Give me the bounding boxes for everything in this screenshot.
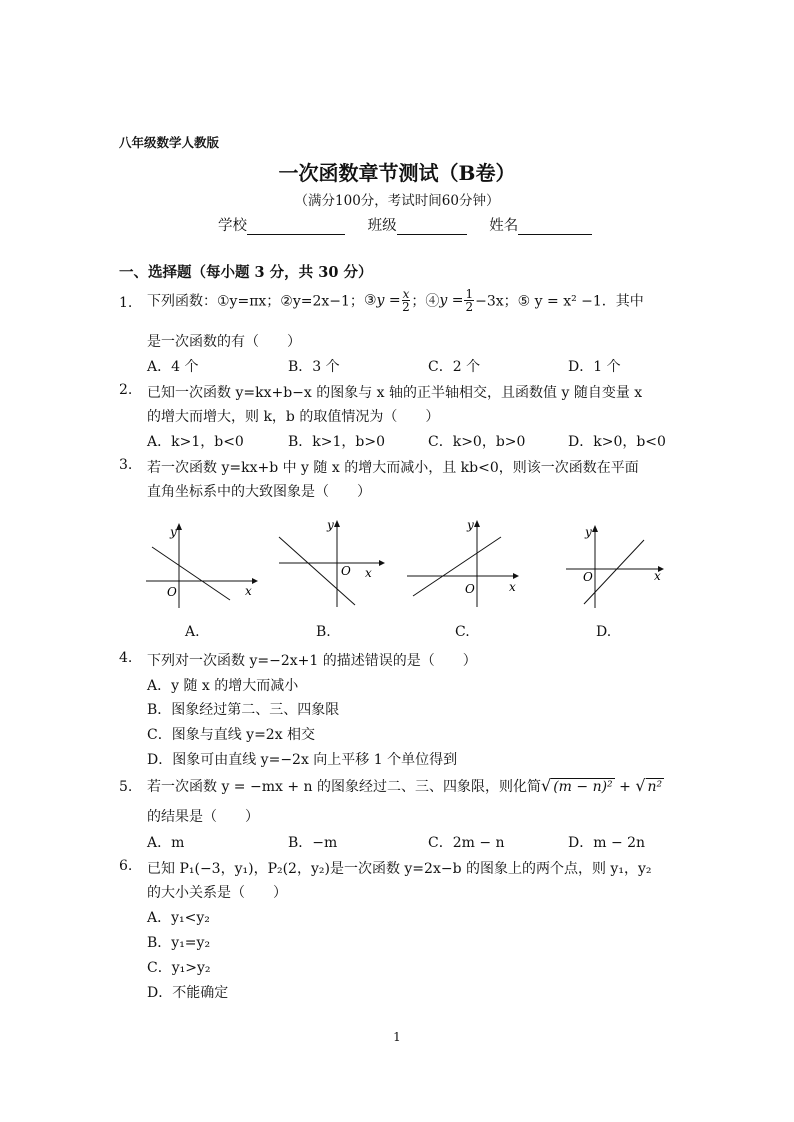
school-label: 学校 <box>218 218 247 234</box>
q1-item3-fraction <box>402 288 411 313</box>
q3-option-b[interactable]: B. <box>316 624 331 640</box>
q1-item4-denominator: 2 <box>465 300 474 314</box>
q3-line1: 若一次函数 y=kx+b 中 y 随 x 的增大而减小，且 kb<0，则该一次函数在平面 <box>147 460 639 476</box>
graph-d-origin: O <box>583 570 593 584</box>
q1-item3-numerator: x <box>402 287 410 301</box>
graph-d-y-label: y <box>585 525 592 539</box>
graph-a-y-label: y <box>170 525 177 539</box>
q6-option-b[interactable]: B．y₁=y₂ <box>147 935 211 951</box>
class-blank[interactable] <box>397 219 467 235</box>
q1-option-a[interactable]: A．4 个 <box>147 359 199 375</box>
q1-item3-denominator: 2 <box>402 300 410 314</box>
graph-b-x-arrow <box>379 560 385 566</box>
graph-b-y-arrow <box>334 520 340 527</box>
q1-item4-lhs: y = <box>439 292 464 309</box>
q6-option-a[interactable]: A．y₁<y₂ <box>147 910 210 926</box>
q5-option-d[interactable]: D．m − 2n <box>568 835 646 851</box>
school-blank[interactable] <box>247 219 345 235</box>
q3-option-d[interactable]: D. <box>596 624 612 640</box>
graph-a-line <box>152 547 230 600</box>
q1-intro: 下列函数： <box>147 293 217 310</box>
graph-c-x-arrow <box>513 573 519 579</box>
graph-b-origin: O <box>341 564 351 578</box>
q5-sqrt1: (m − n)² <box>553 779 613 795</box>
q5-sqrt1-radical: √ <box>541 776 552 795</box>
q1-item1: ①y=πx； <box>217 293 281 310</box>
q5-option-a[interactable]: A．m <box>147 835 185 851</box>
graph-a-origin: O <box>167 585 177 599</box>
q3-line2: 直角坐标系中的大致图象是（ ） <box>147 484 371 500</box>
graph-d-x-label: x <box>654 569 661 583</box>
q5-sqrt2-radical: √ <box>635 776 646 795</box>
q5-number: 5. <box>119 779 133 795</box>
q6-option-c[interactable]: C．y₁>y₂ <box>147 960 211 976</box>
q5-line2: 的结果是（ ） <box>147 809 259 825</box>
q3-number: 3. <box>119 457 133 473</box>
q5-plus: + <box>614 779 636 795</box>
q3-option-a[interactable]: A. <box>185 624 200 640</box>
name-label: 姓名 <box>489 218 519 234</box>
q1-item2: ②y=2x−1； <box>280 293 364 310</box>
graph-c-y-label: y <box>467 518 474 532</box>
graph-a-x-label: x <box>245 584 252 598</box>
q5-option-b[interactable]: B．−m <box>288 835 338 851</box>
graph-c[interactable] <box>405 515 525 610</box>
graph-d-y-arrow <box>592 525 598 532</box>
q4-option-a[interactable]: A．y 随 x 的增大而减小 <box>147 678 299 694</box>
student-info-fields <box>218 214 610 235</box>
q4-option-b[interactable]: B．图象经过第二、三、四象限 <box>147 702 340 718</box>
q2-option-b[interactable]: B．k>1，b>0 <box>288 434 386 450</box>
section-title: 一、选择题（每小题 3 分，共 30 分） <box>119 264 373 281</box>
page-number: 1 <box>393 1030 401 1044</box>
exam-info: （满分100分，考试时间60分钟） <box>294 193 500 209</box>
q1-line2: 是一次函数的有（ ） <box>147 334 301 350</box>
q2-line2: 的增大而增大，则 k，b 的取值情况为（ ） <box>147 409 440 425</box>
q6-number: 6. <box>119 858 133 874</box>
graph-a[interactable] <box>140 520 260 610</box>
page-title: 一次函数章节测试（B卷） <box>278 161 516 185</box>
q1-item4-numerator: 1 <box>465 287 474 301</box>
graph-c-origin: O <box>465 582 475 596</box>
q2-number: 2. <box>119 382 133 398</box>
q6-option-d[interactable]: D．不能确定 <box>147 985 229 1001</box>
q1-option-c[interactable]: C．2 个 <box>428 359 481 375</box>
q1-option-b[interactable]: B．3 个 <box>288 359 340 375</box>
q3-option-c[interactable]: C. <box>455 624 470 640</box>
grade-label: 八年级数学人教版 <box>119 135 220 150</box>
q4-line1: 下列对一次函数 y=−2x+1 的描述错误的是（ ） <box>147 653 477 669</box>
graph-c-line <box>413 537 501 596</box>
q1-item4-fraction <box>464 288 474 313</box>
graph-b[interactable] <box>275 515 395 610</box>
q1-item4-prefix: ；④ <box>411 293 440 310</box>
graph-a-y-arrow <box>176 523 182 530</box>
graph-c-x-label: x <box>509 580 516 594</box>
q5-option-c[interactable]: C．2m − n <box>428 835 505 851</box>
q1-item3-prefix: ③ <box>363 292 377 309</box>
q1-line1 <box>147 288 644 313</box>
q1-item3-lhs: y = <box>376 292 401 309</box>
class-label: 班级 <box>367 218 397 234</box>
graph-b-x-label: x <box>365 566 372 580</box>
q4-option-c[interactable]: C．图象与直线 y=2x 相交 <box>147 727 316 743</box>
name-blank[interactable] <box>518 219 592 235</box>
graph-d[interactable] <box>562 520 672 610</box>
q5-line1 <box>147 776 664 796</box>
q2-line1: 已知一次函数 y=kx+b−x 的图象与 x 轴的正半轴相交，且函数值 y 随自变量 x <box>147 385 643 401</box>
graph-a-x-arrow <box>252 578 258 584</box>
q6-line1: 已知 P₁(−3，y₁)，P₂(2，y₂)是一次函数 y=2x−b 的图象上的两个点，则 y₁，y₂ <box>147 861 652 877</box>
q4-option-d[interactable]: D．图象可由直线 y=−2x 向上平移 1 个单位得到 <box>147 752 458 768</box>
q1-item4-rest: −3x； <box>475 293 518 310</box>
q6-line2: 的大小关系是（ ） <box>147 885 287 901</box>
q1-option-d[interactable]: D．1 个 <box>568 359 621 375</box>
graph-c-y-arrow <box>474 520 480 527</box>
graph-d-line <box>584 540 644 604</box>
q1-number: 1. <box>119 295 133 311</box>
graph-b-y-label: y <box>327 518 334 532</box>
q4-number: 4. <box>119 650 133 666</box>
q2-option-c[interactable]: C．k>0，b>0 <box>428 434 526 450</box>
q2-option-a[interactable]: A．k>1，b<0 <box>147 434 244 450</box>
q5-sqrt2: n² <box>647 779 663 795</box>
q5-text: 若一次函数 y = −mx + n 的图象经过二、三、四象限，则化简 <box>147 779 541 795</box>
q1-item5: ⑤ y = x² −1．其中 <box>517 293 644 310</box>
q2-option-d[interactable]: D．k>0，b<0 <box>568 434 666 450</box>
